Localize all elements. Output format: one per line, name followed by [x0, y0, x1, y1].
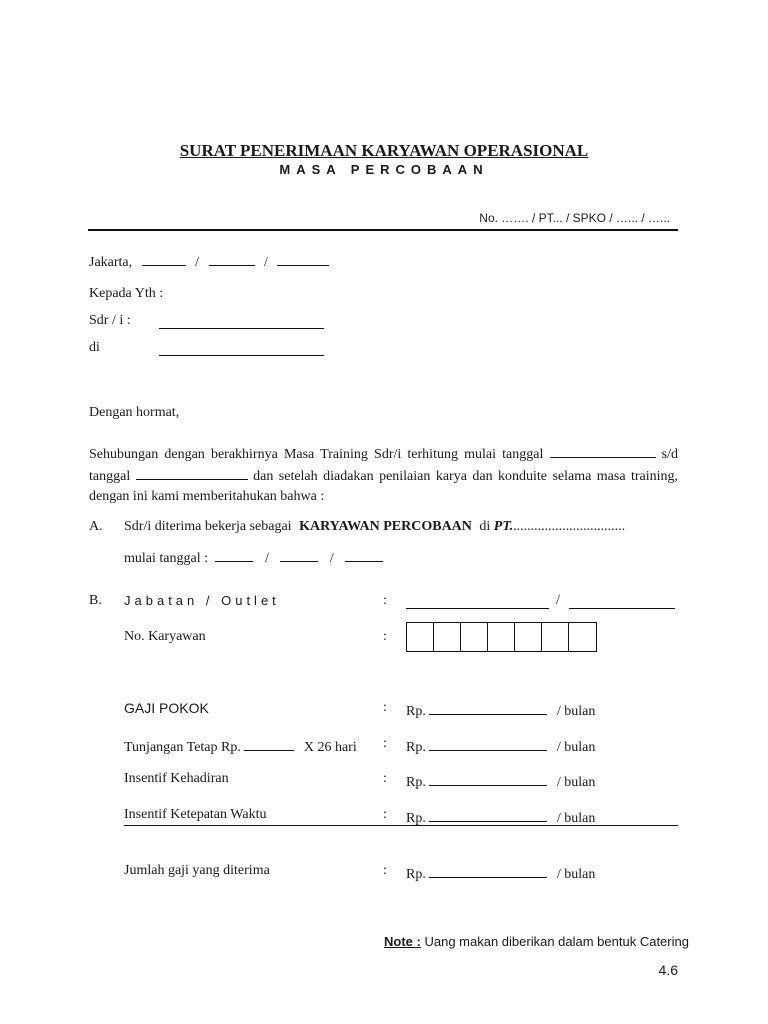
document-number: No. ……. / PT... / SPKO / …... / …...: [479, 211, 670, 225]
di-address-blank: [159, 355, 324, 356]
subtotal-rule: [124, 825, 678, 826]
sdr-name-blank: [159, 328, 324, 329]
basic-salary-label: GAJI POKOK: [124, 700, 209, 716]
section-a-line: [124, 519, 625, 535]
employee-number-boxes[interactable]: [406, 622, 597, 652]
digit-box[interactable]: [461, 623, 488, 651]
recipient-heading: Kepada Yth :: [89, 286, 164, 301]
digit-box[interactable]: [569, 623, 596, 651]
amount-blank: [429, 771, 547, 786]
page-number: 4.6: [658, 962, 678, 978]
start-month-blank: [280, 547, 318, 562]
per-month: / bulan: [556, 811, 596, 826]
date-line: [89, 251, 329, 271]
amount-blank: [429, 700, 547, 715]
employment-status: KARYAWAN PERCOBAAN: [299, 519, 472, 534]
days-multiplier: X 26 hari: [303, 740, 357, 755]
start-date-label: mulai tanggal :: [124, 551, 208, 566]
amount-blank: [429, 863, 547, 878]
digit-box[interactable]: [542, 623, 569, 651]
note-text: Uang makan diberikan dalam bentuk Catering: [424, 934, 689, 949]
greeting: Dengan hormat,: [89, 405, 180, 420]
start-date-separator: /: [264, 551, 269, 566]
digit-box[interactable]: [488, 623, 515, 651]
colon: :: [383, 593, 387, 608]
digit-box[interactable]: [515, 623, 542, 651]
position-blank: [406, 608, 549, 609]
per-month: / bulan: [556, 775, 596, 790]
colon: :: [383, 863, 387, 878]
sdr-label: Sdr / i :: [89, 313, 131, 328]
document-subtitle: MASA PERCOBAAN: [279, 162, 489, 177]
section-a-text: Sdr/i diterima bekerja sebagai: [124, 519, 292, 534]
per-month: / bulan: [556, 704, 596, 719]
employee-number-label: No. Karyawan: [124, 629, 206, 644]
training-start-blank: [550, 443, 656, 458]
colon: :: [383, 771, 387, 786]
section-b-letter: B.: [89, 593, 102, 608]
colon: :: [383, 629, 387, 644]
rp-label: Rp.: [406, 704, 426, 719]
di-label: di: [89, 340, 100, 355]
date-separator: /: [264, 255, 268, 270]
attendance-incentive-label: Insentif Kehadiran: [124, 771, 229, 786]
amount-blank: [429, 807, 547, 822]
attendance-incentive-amount: [406, 771, 595, 791]
intro-text-2: s/d tanggal: [89, 447, 679, 484]
company-prefix: PT.: [493, 519, 514, 534]
punctuality-incentive-label: Insentif Ketepatan Waktu: [124, 807, 267, 822]
per-month: / bulan: [556, 867, 596, 882]
intro-paragraph: [89, 443, 678, 507]
total-salary-label: Jumlah gaji yang diterima: [124, 863, 270, 878]
punctuality-incentive-amount: [406, 807, 595, 827]
digit-box[interactable]: [434, 623, 461, 651]
intro-text-1: Sehubungan dengan berakhirnya Masa Training Sdr/i terhitung mulai tanggal: [89, 447, 544, 462]
start-day-blank: [215, 547, 253, 562]
start-date-separator: /: [329, 551, 334, 566]
start-date-line: [124, 547, 383, 567]
digit-box[interactable]: [407, 623, 434, 651]
rp-label: Rp.: [406, 740, 426, 755]
date-month-blank: [209, 251, 255, 266]
outlet-blank: [569, 608, 675, 609]
section-a-letter: A.: [89, 519, 103, 534]
fixed-allowance-amount: [406, 736, 595, 756]
city-label: Jakarta,: [89, 255, 133, 270]
position-outlet-label: Jabatan / Outlet: [124, 593, 280, 608]
colon: :: [383, 807, 387, 822]
rp-label: Rp.: [406, 775, 426, 790]
date-day-blank: [142, 251, 186, 266]
company-name-dots: ................................: [513, 519, 626, 534]
rp-label: Rp.: [406, 811, 426, 826]
colon: :: [383, 700, 387, 715]
per-month: / bulan: [556, 740, 596, 755]
basic-salary-amount: [406, 700, 595, 720]
date-separator: /: [195, 255, 200, 270]
total-salary-amount: [406, 863, 595, 883]
note: [384, 934, 689, 949]
fixed-allowance-label: [124, 736, 357, 756]
fixed-allowance-text: Tunjangan Tetap Rp.: [124, 740, 241, 755]
start-year-blank: [345, 547, 383, 562]
amount-blank: [429, 736, 547, 751]
header-rule: [88, 229, 678, 231]
intro-text-3: dan setelah diadakan penilaian karya dan konduite selama masa training, dengan ini kami memberitahukan bahwa :: [89, 469, 679, 504]
date-year-blank: [277, 251, 329, 266]
section-a-di: di: [479, 519, 491, 534]
rp-label: Rp.: [406, 867, 426, 882]
position-outlet-slash: /: [556, 593, 560, 608]
document-title: SURAT PENERIMAAN KARYAWAN OPERASIONAL: [179, 141, 589, 160]
colon: :: [383, 736, 387, 751]
note-label: Note :: [384, 934, 421, 949]
daily-rate-blank: [244, 736, 294, 751]
training-end-blank: [136, 465, 248, 480]
